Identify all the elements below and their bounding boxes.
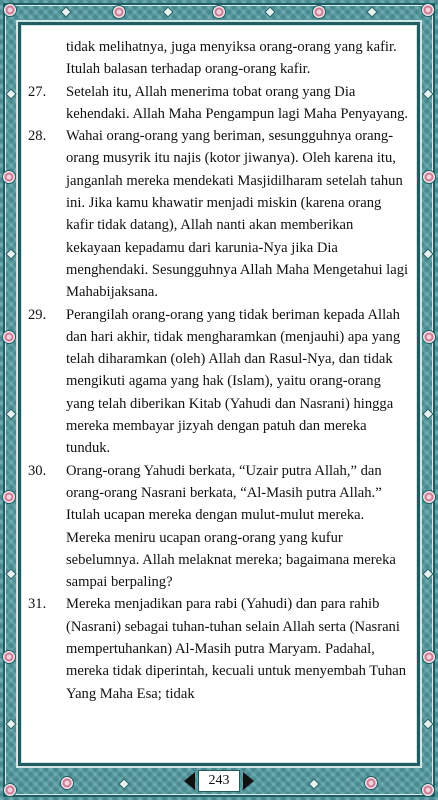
rosette-ornament-icon: [312, 5, 326, 19]
verse-number: 27.: [28, 83, 47, 100]
rosette-ornament-icon: [3, 3, 17, 17]
rosette-ornament-icon: [112, 5, 126, 19]
rosette-ornament-icon: [364, 776, 378, 790]
rosette-ornament-icon: [421, 3, 435, 17]
verse-number: 29.: [28, 306, 47, 323]
verse-number: 28.: [28, 128, 47, 145]
verse-text: Wahai orang-orang yang beriman, sesungguhnya orang-orang musyrik itu najis (kotor jiwanya). Oleh karena itu, janganlah mereka mendekati Masjidilharam setelah tahun ini. Jika kamu khawatir menjadi miskin (karena orang kafir tidak datang), Allah nanti akan memberikan kekayaan kepadamu dari karunia-Nya jika Dia menghendaki. Sesungguhnya Allah Maha Mengetahui lagi Mahabijaksana.: [66, 128, 409, 301]
rosette-ornament-icon: [60, 776, 74, 790]
rosette-ornament-icon: [3, 783, 17, 797]
verse-number: 31.: [28, 596, 47, 613]
triangle-left-icon[interactable]: [184, 772, 195, 790]
rosette-ornament-icon: [212, 5, 226, 19]
verse-text: Perangilah orang-orang yang tidak beriman kepada Allah dan hari akhir, tidak mengharamkan (menjauhi) apa yang telah diharamkan (oleh) Allah dan Rasul-Nya, dan tidak mengikuti agama yang hak (Islam), yaitu orang-orang yang telah diberikan Kitab (Yahudi dan Nasrani) hingga mereka membayar jizyah dengan patuh dan mereka tunduk.: [66, 306, 401, 457]
rosette-ornament-icon: [422, 650, 436, 664]
triangle-right-icon[interactable]: [243, 772, 254, 790]
verse-text: Orang-orang Yahudi berkata, “Uzair putra Allah,” dan orang-orang Nasrani berkata, “Al-Masih putra Allah.” Itulah ucapan mereka dengan mulut-mulut mereka. Mereka meniru ucapan orang-orang yang kufur sebelumnya. Allah melaknat mereka; bagaimana mereka sampai berpaling?: [66, 462, 396, 591]
verse-30: [28, 460, 412, 594]
verse-29: [28, 304, 412, 460]
verse-31: [28, 593, 412, 704]
rosette-ornament-icon: [2, 330, 16, 344]
verse-text: Setelah itu, Allah menerima tobat orang yang Dia kehendaki. Allah Maha Pengampun lagi Maha Penyayang.: [66, 83, 409, 122]
rosette-ornament-icon: [421, 783, 435, 797]
page-navigation: [184, 768, 254, 794]
rosette-ornament-icon: [422, 330, 436, 344]
continuation-text: tidak melihatnya, juga menyiksa orang-orang yang kafir. Itulah balasan terhadap orang-orang kafir.: [66, 39, 397, 78]
verse-number: 30.: [28, 462, 47, 479]
text-panel: [22, 26, 416, 762]
rosette-ornament-icon: [2, 170, 16, 184]
rosette-ornament-icon: [422, 490, 436, 504]
rosette-ornament-icon: [2, 650, 16, 664]
verse-28: [28, 125, 412, 303]
rosette-ornament-icon: [2, 490, 16, 504]
page-number: 243: [198, 770, 240, 792]
rosette-ornament-icon: [422, 170, 436, 184]
page-content: [28, 36, 412, 705]
verse-text: Mereka menjadikan para rabi (Yahudi) dan para rahib (Nasrani) sebagai tuhan-tuhan selain Allah serta (Nasrani mempertuhankan) Al-Masih putra Maryam. Padahal, mereka tidak diperintah, kecuali untuk menyembah Tuhan Yang Maha Esa; tidak: [66, 596, 407, 702]
verse-27: [28, 81, 412, 126]
